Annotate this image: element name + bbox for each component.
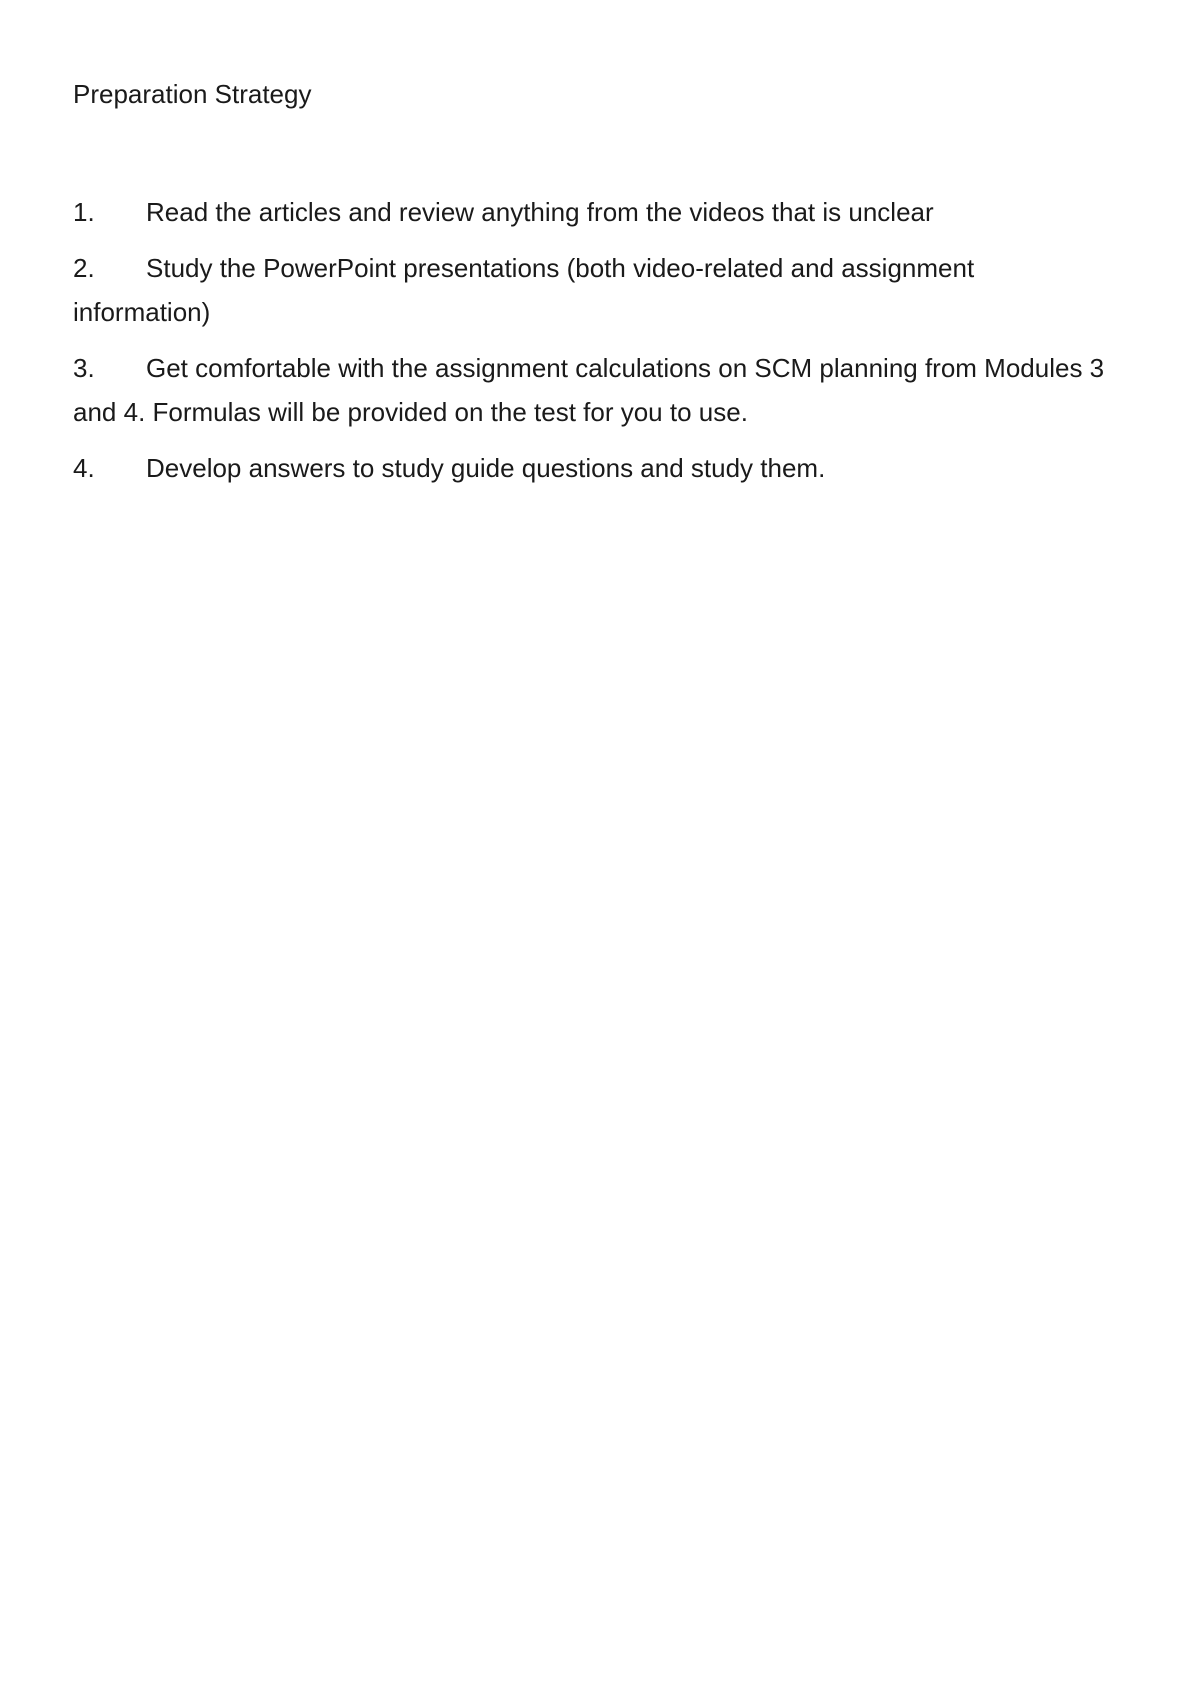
list-item: [73, 190, 1113, 234]
list-item-number: 4.: [73, 453, 95, 483]
list-item-text: Read the articles and review anything from the videos that is unclear: [146, 197, 934, 227]
list-item-text: Develop answers to study guide questions and study them.: [146, 453, 826, 483]
list-item-number: 1.: [73, 197, 95, 227]
list-item-text: Study the PowerPoint presentations (both video-related and assignment information): [73, 253, 975, 327]
strategy-list: [73, 190, 1113, 502]
document-title: Preparation Strategy: [73, 79, 312, 109]
list-item: [73, 246, 1113, 334]
list-item-number: 2.: [73, 253, 95, 283]
list-item: [73, 346, 1113, 434]
list-item-text: Get comfortable with the assignment calculations on SCM planning from Modules 3 and 4. Formulas will be provided on the test for you to use.: [73, 353, 1105, 427]
list-item: [73, 446, 1113, 490]
list-item-number: 3.: [73, 353, 95, 383]
